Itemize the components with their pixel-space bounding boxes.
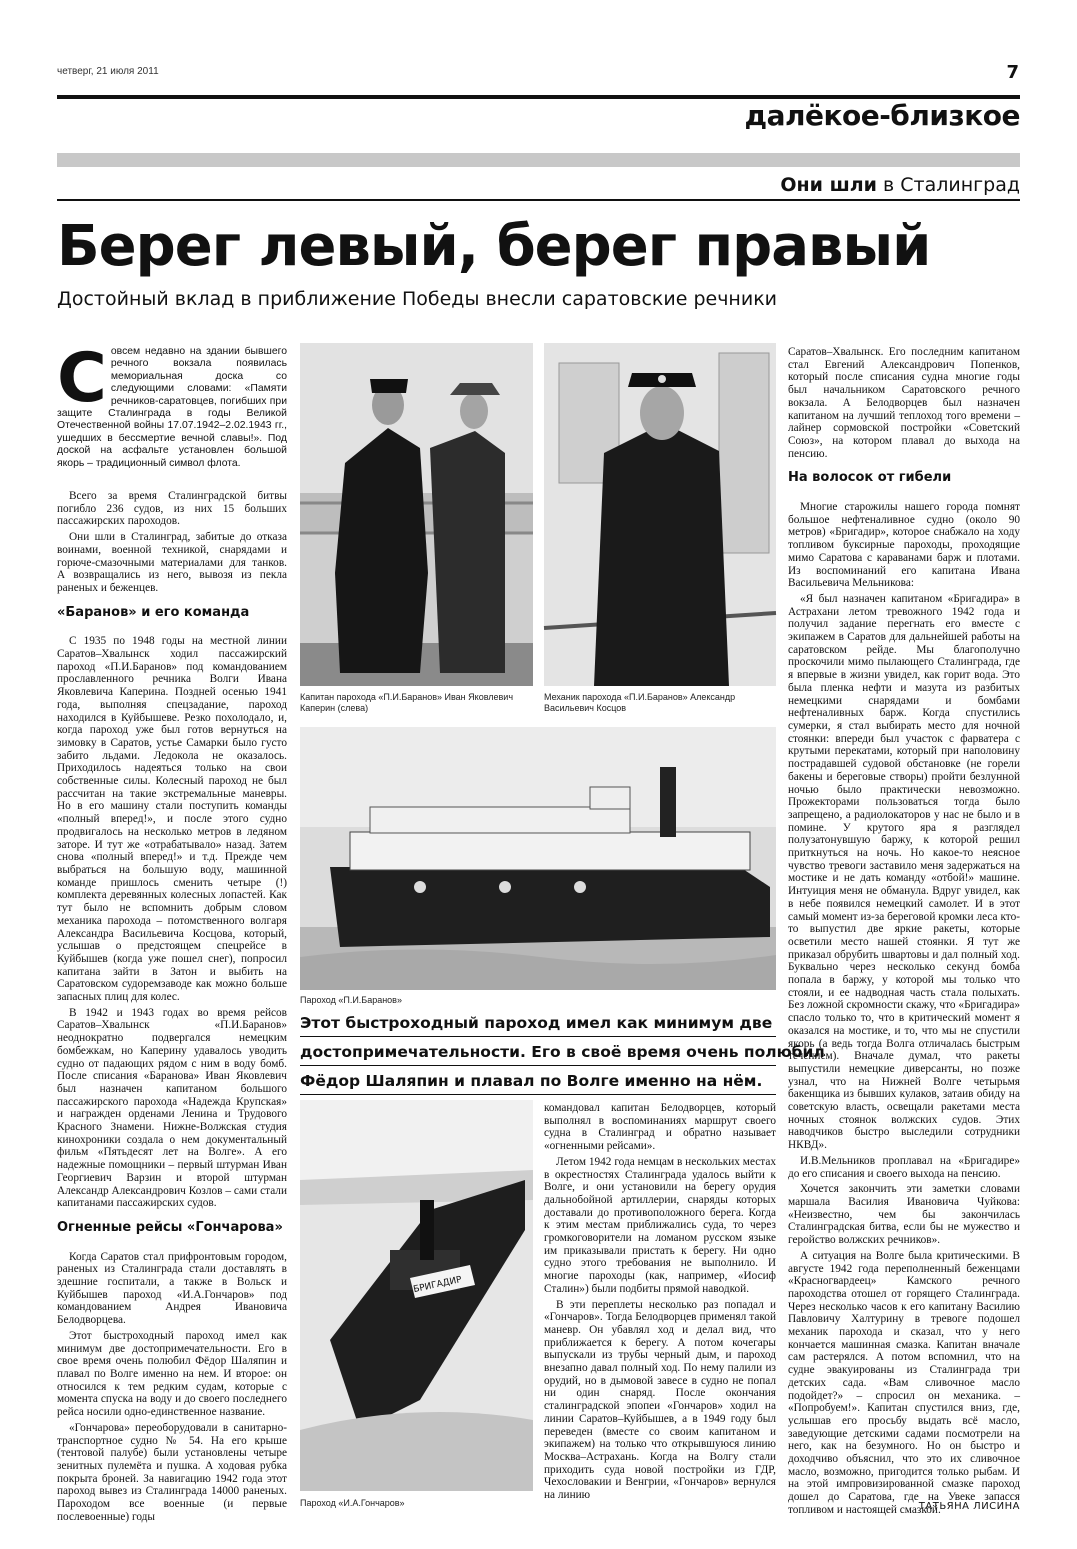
paragraph: В 1942 и 1943 годах во время рейсов Саратов–Хвалынск «П.И.Баранов» неоднократно подвергался немецким бомбежкам, но Каперину удавалось уводить судно от падающих рядом с ним в воду бомб. После списания «Баранова» Иван Яковлевич был назначен капитаном большого пассажирского парохода «Надежда Крупская» и награжден орденами Ленина и Трудового Красного Знамени. Нижне-Волжская студия кинохроники создала о нем документальный фильм «Пятьдесят лет на Волге». А его надежные помощники – первый штурман Иван Георгиевич Варзин и второй штурман Александр Александрович Козлов – сами стали капитанами пассажирских судов. <box>57 1006 287 1210</box>
photo-captain <box>300 343 533 686</box>
photo-mechanic <box>544 343 776 686</box>
pull-quote-line: Фёдор Шаляпин и плавал по Волге именно на нём. <box>300 1068 776 1095</box>
paragraph: В эти переплеты несколько раз попадал и «Гончаров». Тогда Белодворцев применял такой маневр. Он убавлял ход и делал вид, что приближается к берегу. А потом кочегары выпускали из трубы черный дым, и пароход внезапно давал полный ход. По нему палили из орудий, но в дымовой завесе в судно не попал ни один снаряд. После окончания сталинградской эпопеи «Гончаров» ходил на линии Саратов–Куйбышев, а в 1949 году был переведен (вместе со своим капитаном и экипажем) на только что открывшуюся линию Москва–Астрахань. Когда на Волгу стали приходить суда новой постройки из ГДР, Чехословакии и Венгрии, «Гончаров» вернулся на линию <box>544 1298 776 1502</box>
paragraph: И.В.Мельников проплавал на «Бригадире» до его списания и своего выхода на пенсию. <box>788 1154 1020 1180</box>
pull-quote-line: достопримечательности. Его в своё время очень полюбил <box>300 1039 776 1066</box>
paragraph: «Гончарова» переоборудовали в санитарно-транспортное судно № 54. На его крыше (тентовой палубе) были установлены четыре зенитных пулемёта и пушка. А ходовая рубка покрыта броней. За навигацию 1942 года этот пароход вывез из Сталинграда 14000 раненых. Пароходом все военные (и первые послевоенные) годы <box>57 1421 287 1523</box>
photo-steamer-goncharov <box>300 1100 533 1491</box>
rubric-rule <box>57 199 1020 201</box>
ship-name-label: БРИГАДИР <box>412 1275 463 1296</box>
paragraph: командовал капитан Белодворцев, который выполнял в воспоминаниях маршрут своего судна в Сталинград и обратно называет «огненными рейсами». <box>544 1102 776 1153</box>
section-title: далёкое-близкое <box>744 99 1020 132</box>
subheading: На волосок от гибели <box>788 470 952 486</box>
pull-quote-line: Этот быстроходный пароход имел как минимум две <box>300 1010 776 1037</box>
subheading: Огненные рейсы «Гончарова» <box>57 1219 283 1235</box>
paragraph: Саратов–Хвалынск. Его последним капитаном стал Евгений Александрович Попенков, который после списания судна многие годы был начальником Саратовского речного вокзала. А Белодворцев был назначен капитаном на лучший теплоход того времени – лайнер сормовской постройки «Советский Союз», на котором плавал до выхода на пенсию. <box>788 346 1020 460</box>
photo-steamer-goncharov-image <box>300 1100 533 1491</box>
rubric <box>780 174 1020 196</box>
photo-steamer-baranov-image <box>300 727 776 990</box>
column-3 <box>544 1102 776 1502</box>
photo-captain-caption: Капитан парохода «П.И.Баранов» Иван Яковлевич Каперин (слева) <box>300 692 514 713</box>
paragraph: Этот быстроходный пароход имел как минимум две достопримечательности. Его в свое время очень полюбил Фёдор Шаляпин и плавал по Волге именно на нем. И второе: он относился к тем редким судам, которые с момента спуска на воду и до своего последнего рейса носили одно-единственное название. <box>57 1329 287 1419</box>
paragraph: Хочется закончить эти заметки словами маршала Василия Ивановича Чуйкова: «Неизвестно, чем бы закончилась Сталинградская битва, если бы не мужество и геройство волжских речников». <box>788 1183 1020 1247</box>
lead-text: овсем недавно на здании бывшего речного вокзала появилась мемориальная доска со следующими словами: «Памяти речников-саратовцев, погибших при защите Сталинграда в годы Великой Отечественной войны 17.07.1942–2.02.1943 гг., ушедших в бессмертие вечной славы!». Под доской на асфальте установлен большой якорь – традиционный символ флота. <box>57 346 287 469</box>
paragraph: С 1935 по 1948 годы на местной линии Саратов–Хвалынск ходил пассажирский пароход «П.И.Баранов» под командованием прославленного речника Волги Ивана Яковлевича Каперина. Поздней осенью 1941 года, выполняя спецзадание, пароход находился в Куйбышеве. Резко похолодало, и, когда пароход уже был готов вернуться на зимовку в Саратов, устье Самарки было густо забито льдами. Ледокола не оказалось. Приходилось надеяться только на свои собственные силы. Колесный пароход не был рассчитан на такие экстремальные маневры. Но в его машину стали поступить команды «полный вперед!», и после этого судно продвигалось на несколько метров в ледяном заторе. И тут же «отрабатывало» назад. Затем снова «полный вперед!» и т.д. Прежде чем выбраться на большую воду, машинной команде пришлось сменить четыре (!) комплекта деревянных колесных лопастей. Как тут было не вспомнить добрым словом механика парохода – потомственного волгаря Александра Васильевича Косцова, который, услышав о предстоящем спецрейсе в Куйбышев (когда уже пошел снег), попросил капитана зайти в Затон и выбить на Саратовском судоремзаводе как можно больше запасных плиц для колес. <box>57 635 287 1004</box>
photo-steamer-baranov <box>300 727 776 990</box>
paragraph: Многие старожилы нашего города помнят большое нефтеналивное судно (около 90 метров) «Бригадир», которое снабжало на ходу топливом буксирные пароходы, проходящие мимо Саратова с караванами барж и плотами. Из воспоминаний его капитана Ивана Васильевича Мельникова: <box>788 501 1020 590</box>
rubric-rest: в Сталинград <box>877 174 1020 196</box>
article-title: Берег левый, берег правый <box>57 214 931 279</box>
paragraph: Они шли в Сталинград, забитые до отказа воинами, военной техникой, снарядами и горюче-смазочными материалами для танков. А возвращались из него, вывозя из пекла раненых и беженцев. <box>57 531 287 594</box>
rubric-bold: Они шли <box>780 174 877 196</box>
paragraph: Когда Саратов стал прифронтовым городом, раненых из Сталинграда стали доставлять в здешние госпитали, а также в Вольск и Куйбышев пароход «И.А.Гончаров» под командованием Андрея Ивановича Белодворцева. <box>57 1250 287 1327</box>
paragraph: Летом 1942 года немцам в нескольких местах в окрестностях Сталинграда удалось выйти к Волге, и они установили на берегу орудия дальнобойной артиллерии, снаряды которых доставали до противоположного берега. Когда к этим местам приближались суда, то через громкоговорители на ломаном русском языке им приказывали пристать к берегу. Ни одно судно этого требования не выполнило. И многие пароходы (как, например, «Иосиф Сталин») были подбиты прямой наводкой. <box>544 1155 776 1295</box>
photo-captain-image <box>300 343 533 686</box>
photo-steamer-goncharov-caption: Пароход «И.А.Гончаров» <box>300 1498 405 1508</box>
paragraph: Всего за время Сталинградской битвы погибло 236 судов, из них 15 больших пассажирских пароходов. <box>57 490 287 528</box>
article-lead <box>57 339 287 470</box>
paragraph: «Я был назначен капитаном «Бригадира» в Астрахани летом тревожного 1942 года и получил задание перегнать его вместе с экипажем в Саратов для дальнейшей работы на саратовском рейде. Мы благополучно проскочили мимо пылающего Сталинграда, где я впервые в жизни увидел, как горит вода. Это была пленка нефти и мазута из разбитых немецкими снарядами и бомбами нефтеналивных барж. Когда спустились сумерки, я стал выбирать место для ночной стоянки: впереди был участок с фарватера с крутыми перекатами, который при наполовину пострадавшей судовой обстановке (не горели бакены и береговые створы) пройти безлунной ночью было практически невозможно. Прожекторами пользоваться тогда было запрещено, а радиолокаторов у нас не было и в помине. У крутого яра я разглядел полузатонувшую баржу, к которой решил приткнуться на ночь. Но какое-то неясное чувство тревоги заставило меня задержаться на мостике и не дать команду «отбой!» машине. Интуиция меня не обманула. Вдруг увидел, как в небе появился немецкий самолет. И в этот самый момент из-за береговой кромки леса кто-то выпустил две яркие ракеты, которые осветили место нашей стоянки. Я тут же приказал обрубить швартовы и дал полный ход. Буквально через несколько секунд бомба попала в баржу, у которой мы только что стояли, и ее надводная часть стала полыхать. Без ложной скромности скажу, что «Бригадира» спасло только то, что в критический момент я оказался на мостике, и то, что мы не спустили якорь (а ведь тогда Волга отличалась быстрым течением). Вначале думал, что ракеты выпустили немецкие диверсанты, но позже узнал, что на Нижней Волге четырьмя бакенщика из бывших кулаков, затаив обиду на советскую власть, освещали ракетами места ночных стоянок волжских судов. Этих наводчиков быстро выследили сотрудники НКВД». <box>788 592 1020 1152</box>
column-1 <box>57 490 287 1523</box>
photo-mechanic-image <box>544 343 776 686</box>
page-number: 7 <box>1006 62 1019 83</box>
issue-date: четверг, 21 июля 2011 <box>57 66 159 77</box>
author-byline: ТАТЬЯНА ЛИСИНА <box>918 1501 1020 1512</box>
drop-cap: С <box>57 339 107 418</box>
paragraph: А ситуация на Волге была критическими. В августе 1942 года переполненный беженцами «Красногвардеец» Камского речного пароходства отошел от горящего Сталинграда. Через несколько часов к его капитану Василию Павловичу Халтурину в тревоге подошел механик парохода и сказал, что у него кончается машинная смазка. Капитан вначале сам растерялся. А потом вспомнил, что на судне эвакуированы из Сталинграда три детских сада. «Вам сливочное масло подойдет?» – спросил он механика. – «Попробуем!». Капитан спустился вниз, где, услышав его просьбу выдать всё масло, заведующие детскими садами посмотрели на него, как на безумного. Но он быстро и доходчиво объяснил, что это их сливочное масло, возможно, пригодится только рыбам. И на этой импровизированной смазке пароход дошел до Саратова, где на Увеке запасся топливом и настоящей смазкой. <box>788 1249 1020 1516</box>
section-band <box>57 153 1020 167</box>
article-subtitle: Достойный вклад в приближение Победы внесли саратовские речники <box>57 288 778 310</box>
subheading: «Баранов» и его команда <box>57 604 250 620</box>
photo-steamer-baranov-caption: Пароход «П.И.Баранов» <box>300 995 402 1005</box>
photo-mechanic-caption: Механик парохода «П.И.Баранов» Александр Васильевич Косцов <box>544 692 736 713</box>
pull-quote <box>300 1010 825 1097</box>
